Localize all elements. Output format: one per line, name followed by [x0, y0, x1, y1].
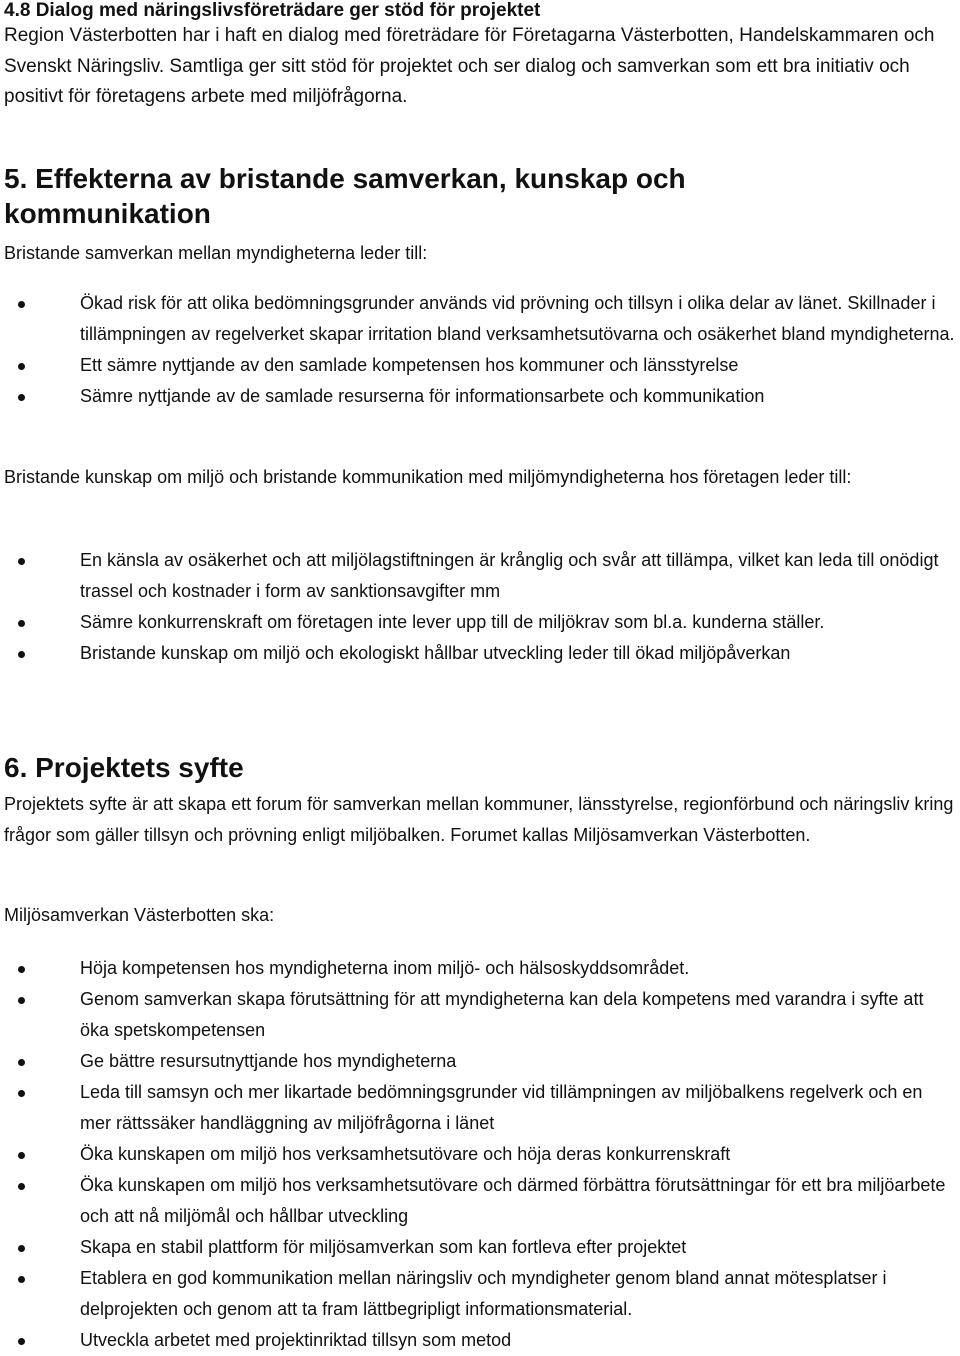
bullet-icon: [18, 1276, 25, 1283]
section-6-intro: Miljösamverkan Västerbotten ska:: [4, 905, 275, 925]
list-item: Etablera en god kommunikation mellan näringsliv och myndigheter genom bland annat mötesplatser i delprojekten och genom att ta fram lättbegripligt informationsmaterial.: [4, 1263, 956, 1325]
bullet-icon: [18, 966, 25, 973]
section-5-heading: 5. Effekterna av bristande samverkan, kunskap och kommunikation: [4, 163, 686, 229]
list-item: Ökad risk för att olika bedömningsgrunder används vid prövning och tillsyn i olika delar av länet. Skillnader i tillämpningen av regelverket skapar irritation bland verksamhetsutövarna och osäkerhet bland myndigheterna.: [4, 288, 956, 350]
list-item: Utveckla arbetet med projektinriktad tillsyn som metod: [4, 1325, 956, 1356]
bullet-icon: [18, 558, 25, 565]
list-item: Ge bättre resursutnyttjande hos myndigheterna: [4, 1046, 956, 1077]
bullet-icon: [18, 1090, 25, 1097]
bullet-icon: [18, 997, 25, 1004]
section-6-heading: 6. Projektets syfte: [4, 752, 244, 783]
section-5-intro-1: Bristande samverkan mellan myndigheterna leder till:: [4, 243, 428, 263]
bullet-icon: [18, 1338, 25, 1345]
list-item: Höja kompetensen hos myndigheterna inom miljö- och hälsoskyddsområdet.: [4, 953, 956, 984]
bullet-icon: [18, 1183, 25, 1190]
bullet-icon: [18, 301, 25, 308]
section-5-list-1: [4, 288, 956, 412]
list-item: Sämre nyttjande av de samlade resurserna för informationsarbete och kommunikation: [4, 381, 956, 412]
list-item: Ett sämre nyttjande av den samlade kompetensen hos kommuner och länsstyrelse: [4, 350, 956, 381]
section-6-body: Projektets syfte är att skapa ett forum för samverkan mellan kommuner, länsstyrelse, regionförbund och näringsliv kring frågor som gäller tillsyn och prövning enligt miljöbalken. Forumet kallas Miljösamverkan Västerbotten.: [4, 794, 954, 845]
list-item: Genom samverkan skapa förutsättning för att myndigheterna kan dela kompetens med varandra i syfte att öka spetskompetensen: [4, 984, 956, 1046]
list-item: Bristande kunskap om miljö och ekologiskt hållbar utveckling leder till ökad miljöpåverkan: [4, 638, 956, 669]
bullet-icon: [18, 620, 25, 627]
bullet-icon: [18, 394, 25, 401]
bullet-icon: [18, 1152, 25, 1159]
bullet-icon: [18, 1245, 25, 1252]
section-5-list-2: [4, 545, 956, 669]
list-item: Skapa en stabil plattform för miljösamverkan som kan fortleva efter projektet: [4, 1232, 956, 1263]
list-item: Öka kunskapen om miljö hos verksamhetsutövare och höja deras konkurrenskraft: [4, 1139, 956, 1170]
list-item: En känsla av osäkerhet och att miljölagstiftningen är krånglig och svår att tillämpa, vilket kan leda till onödigt trassel och kostnader i form av sanktionsavgifter mm: [4, 545, 956, 607]
bullet-icon: [18, 1059, 25, 1066]
list-item: Leda till samsyn och mer likartade bedömningsgrunder vid tillämpningen av miljöbalkens regelverk och en mer rättssäker handläggning av miljöfrågorna i länet: [4, 1077, 956, 1139]
bullet-icon: [18, 651, 25, 658]
bullet-icon: [18, 363, 25, 370]
list-item: Öka kunskapen om miljö hos verksamhetsutövare och därmed förbättra förutsättningar för ett bra miljöarbete och att nå miljömål och hållbar utveckling: [4, 1170, 956, 1232]
section-6-list: [4, 953, 956, 1356]
section-4-8-heading: 4.8 Dialog med näringslivsföreträdare ger stöd för projektet: [4, 0, 541, 21]
section-4-8-body: Region Västerbotten har i haft en dialog med företrädare för Företagarna Västerbotten, Handelskammaren och Svenskt Näringsliv. Samtliga ger sitt stöd för projektet och ser dialog och samverkan som ett bra initiativ och positivt för företagens arbete med miljöfrågorna.: [4, 25, 935, 107]
section-5-intro-2: Bristande kunskap om miljö och bristande kommunikation med miljömyndigheterna hos företagen leder till:: [4, 467, 852, 487]
list-item: Sämre konkurrenskraft om företagen inte lever upp till de miljökrav som bl.a. kunderna ställer.: [4, 607, 956, 638]
